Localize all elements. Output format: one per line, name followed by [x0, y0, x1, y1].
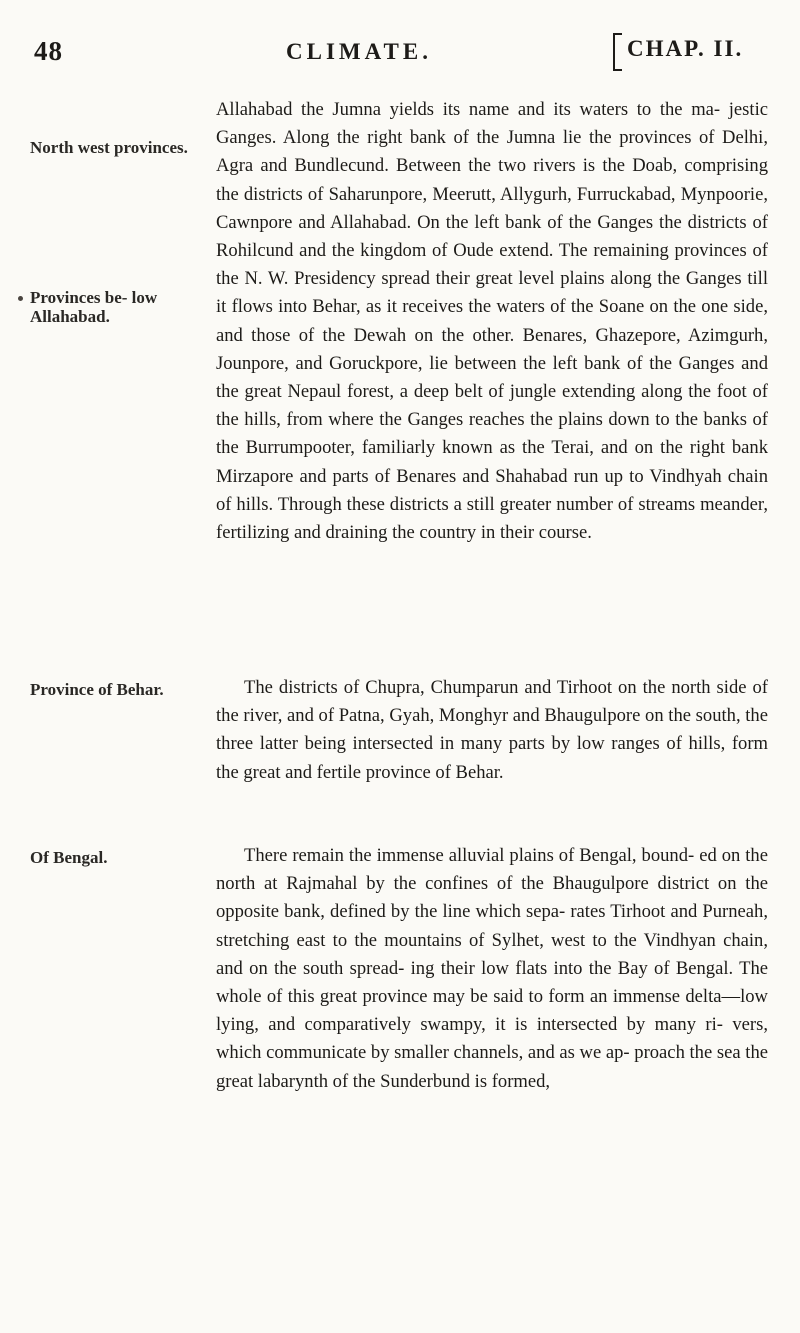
- margin-bullet-mark: [18, 296, 23, 301]
- page-header: [0, 36, 800, 76]
- chapter-reference: [613, 36, 743, 62]
- paragraph-bengal: There remain the immense alluvial plains of Bengal, bound- ed on the north at Rajmahal by the confines of the Bhaugulpore district on the opposite bank, defined by the line which sepa- rates Tirhoot and Purneah, stretching east to the mountains of Sylhet, west to the Vindhyan chain, and on the south spread- ing their low flats into the Bay of Bengal. The whole of this great province may be said to form an immense delta—low lying, and comparatively swampy, it is intersected by many ri- vers, which communicate by smaller channels, and as we ap- proach the sea the great labarynth of the Sunderbund is formed,: [216, 845, 768, 1092]
- margin-note-north-west: North west provinces.: [30, 138, 188, 157]
- left-bracket-mark: [613, 33, 622, 71]
- paragraph-north-west-provinces: Allahabad the Jumna yields its name and its waters to the ma- jestic Ganges. Along the right bank of the Jumna lie the provinces of Delhi, Agra and Bundlecund. Between the two rivers is the Doab, comprising the districts of Saharunpore, Meerutt, Allygurh, Furruckabad, Mynpoorie, Cawnpore and Allahabad. On the left bank of the Ganges the districts of Rohilcund and the kingdom of Oude extend. The remaining provinces of the N. W. Presidency spread their great level plains along the Ganges till it flows into Behar, as it receives the waters of the Soane on the one side, and those of the Dewah on the other. Benares, Ghazepore, Azimgurh, Jounpore, and Goruckpore, lie between the left bank of the Ganges and the great Nepaul forest, a deep belt of jungle extending along the foot of the hills, from where the Ganges reaches the plains down to the banks of the Burrumpooter, familiarly known as the Terai, and on the right bank Mirzapore and parts of Benares and Shahabad run up to Vindhyah chain of hills. Through these districts a still greater number of streams meander, fertilizing and draining the country in their course.: [216, 99, 768, 544]
- margin-note-below-allahabad: Provinces be- low Allahabad.: [30, 288, 158, 326]
- chapter-reference-text: CHAP. II.: [627, 36, 744, 61]
- page-number: 48: [34, 36, 63, 66]
- paragraph-behar: The districts of Chupra, Chumparun and Tirhoot on the north side of the river, and of Patna, Gyah, Monghyr and Bhaugulpore on the south, the three latter being intersected in many parts by low ranges of hills, form the great and fertile province of Behar.: [216, 677, 768, 783]
- running-title: CLIMATE.: [286, 39, 432, 64]
- margin-note-bengal: Of Bengal.: [30, 848, 108, 867]
- margin-note-behar: Province of Behar.: [30, 680, 164, 699]
